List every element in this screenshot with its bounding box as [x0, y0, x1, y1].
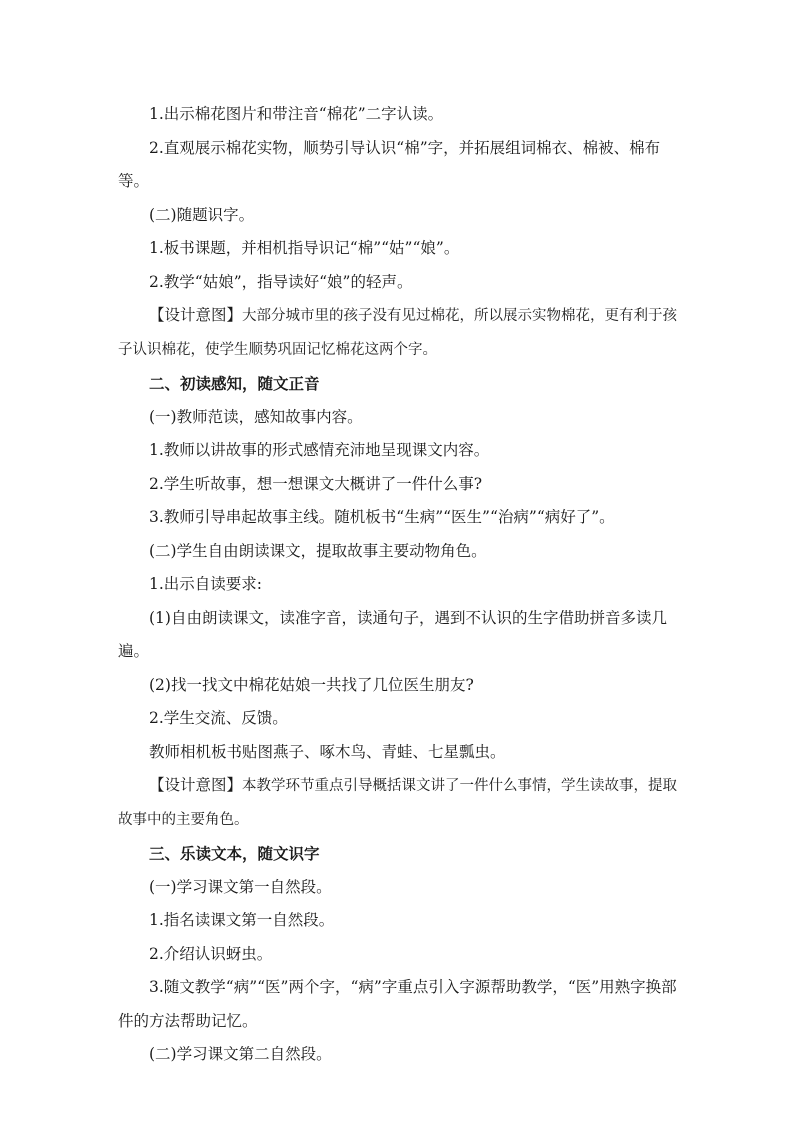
paragraph: 1.板书课题，并相机指导识记“棉”“姑”“娘”。	[149, 239, 460, 257]
paragraph: (一)教师范读，感知故事内容。	[149, 407, 363, 426]
paragraph: 3.随文教学“病”“医”两个字，“病”字重点引入字源帮助教学，“医”用熟字换部件的方法帮助记忆。	[118, 978, 677, 1030]
paragraph: 2.学生听故事，想一想课文大概讲了一件什么事?	[149, 474, 483, 493]
paragraph: 2.介绍认识蚜虫。	[149, 944, 273, 963]
paragraph: (1)自由朗读课文，读准字音，读通句子，遇到不认识的生字借助拼音多读几遍。	[118, 608, 667, 660]
paragraph: 教师相机板书贴图燕子、啄木鸟、青蛙、七星瓢虫。	[149, 742, 506, 761]
paragraph: (2)找一找文中棉花姑娘一共找了几位医生朋友?	[149, 675, 474, 694]
section-heading: 三、乐读文本，随文识字	[149, 844, 320, 863]
section-heading: 二、初读感知，随文正音	[149, 374, 320, 393]
design-note-tag: 【设计意图】	[149, 306, 243, 324]
paragraph: (二)随题识字。	[149, 205, 255, 224]
design-note	[118, 769, 678, 837]
paragraph: 1.指名读课文第一自然段。	[149, 911, 335, 929]
paragraph: 3.教师引导串起故事主线。随机板书“生病”“医生”“治病”“病好了”。	[149, 508, 615, 526]
paragraph: (一)学习课文第一自然段。	[149, 877, 332, 896]
design-note-text: 大部分城市里的孩子没有见过棉花，所以展示实物棉花，更有利于孩子认识棉花，使学生顺势巩固记忆棉花这两个字。	[118, 308, 678, 358]
design-note-text: 本教学环节重点引导概括课文讲了一件什么事情，学生读故事，提取故事中的主要角色。	[118, 778, 678, 828]
paragraph: (二)学习课文第二自然段。	[149, 1045, 332, 1063]
document-body	[118, 98, 678, 1072]
paragraph: (二)学生自由朗读课文，提取故事主要动物角色。	[149, 541, 487, 560]
paragraph: 2.学生交流、反馈。	[149, 709, 288, 727]
design-note	[118, 299, 678, 367]
paragraph: 1.出示棉花图片和带注音“棉花”二字认读。	[149, 105, 444, 123]
design-note-tag: 【设计意图】	[149, 776, 243, 794]
paragraph: 1.出示自读要求:	[149, 575, 263, 593]
paragraph: 2.教学“姑娘”，指导读好“娘”的轻声。	[149, 272, 413, 291]
paragraph: 1.教师以讲故事的形式感情充沛地呈现课文内容。	[149, 441, 490, 459]
paragraph: 2.直观展示棉花实物，顺势引导认识“棉”字，并拓展组词棉衣、棉被、棉布等。	[118, 138, 661, 190]
